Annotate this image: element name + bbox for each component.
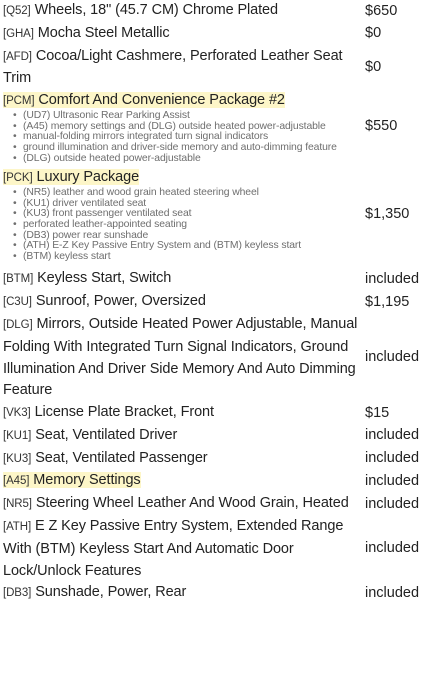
option-text: Mirrors, Outside Heated Power Adjustable, Manual Folding With Integrated Turn Signal Indicators, Ground Illumination And Driver Side Memory And Auto Dimming Feature [3, 315, 358, 399]
package-feature-item: • (DB3) power rear sunshade [23, 231, 361, 242]
option-code: [GHA] [3, 27, 34, 40]
option-code: [BTM] [3, 273, 34, 286]
option-price: included [365, 472, 420, 489]
option-price: included [365, 495, 420, 512]
option-description [3, 291, 361, 314]
option-text: Sunshade, Power, Rear [35, 584, 187, 601]
package-description [3, 90, 361, 164]
package-feature-item: • (UD7) Ultrasonic Rear Parking Assist [23, 111, 361, 122]
package-feature-item: • (A45) memory settings and (DLG) outside heated power-adjustable [23, 122, 361, 133]
option-price: included [365, 349, 420, 366]
option-description [3, 470, 361, 493]
option-description [3, 425, 361, 448]
package-feature-item: • (NR5) leather and wood grain heated steering wheel [23, 188, 361, 199]
option-text: Memory Settings [33, 472, 141, 489]
option-code: [KU3] [3, 452, 32, 465]
option-description [3, 516, 361, 582]
option-description [3, 582, 361, 605]
option-price: $1,195 [365, 293, 410, 310]
option-code: [DLG] [3, 318, 33, 331]
package-description [3, 167, 361, 262]
option-description [3, 402, 361, 425]
option-price: included [365, 427, 420, 444]
option-code: [VK3] [3, 407, 31, 420]
package-row-pcm [0, 90, 426, 164]
option-text: E Z Key Passive Entry System, Extended Range With (BTM) Keyless Start And Automatic Door Lock/Unlock Features [3, 518, 344, 579]
option-text: Cocoa/Light Cashmere, Perforated Leather Seat Trim [3, 47, 343, 87]
option-row-gha [0, 23, 426, 46]
option-row-dlg [0, 314, 426, 402]
option-row-ath [0, 516, 426, 582]
option-text: Steering Wheel Leather And Wood Grain, Heated [35, 495, 349, 512]
option-text: Seat, Ventilated Driver [35, 426, 178, 443]
package-code: [PCK] [3, 172, 33, 185]
option-text: Wheels, 18" (45.7 CM) Chrome Plated [34, 2, 278, 18]
option-text: Sunroof, Power, Oversized [35, 293, 206, 310]
package-feature-item: • (DLG) outside heated power-adjustable [23, 154, 361, 165]
option-row-c3u [0, 291, 426, 314]
option-row-q52 [0, 0, 426, 23]
option-row-afd [0, 46, 426, 91]
option-text: Keyless Start, Switch [37, 270, 172, 287]
option-code: [KU1] [3, 429, 32, 442]
package-price: $1,350 [365, 205, 410, 222]
package-title-highlight [3, 92, 285, 108]
package-feature-item: • manual-folding mirrors integrated turn signal indicators [23, 132, 361, 143]
package-feature-item: • (KU1) driver ventilated seat [23, 199, 361, 210]
option-description [3, 493, 361, 516]
option-description [3, 314, 361, 402]
option-text: License Plate Bracket, Front [34, 404, 214, 421]
package-name: Comfort And Convenience Package #2 [38, 92, 285, 109]
option-description [3, 46, 361, 91]
package-title-highlight [3, 169, 139, 185]
option-code: [Q52] [3, 5, 31, 17]
package-feature-list [3, 111, 361, 164]
option-price: $15 [365, 404, 390, 421]
option-text: Seat, Ventilated Passenger [35, 449, 208, 466]
option-code: [C3U] [3, 296, 32, 309]
option-row-a45 [0, 470, 426, 493]
option-row-btm [0, 268, 426, 291]
package-feature-item: • (BTM) keyless start [23, 252, 361, 263]
option-price: included [365, 270, 420, 287]
option-price: included [365, 450, 420, 467]
option-code: [NR5] [3, 498, 32, 511]
option-row-ku3 [0, 448, 426, 471]
option-price: $0 [365, 25, 382, 42]
package-title [3, 90, 361, 111]
package-name: Luxury Package [36, 169, 140, 186]
package-feature-item: • (KU3) front passenger ventilated seat [23, 209, 361, 220]
package-feature-item: • (ATH) E-Z Key Passive Entry System and (BTM) keyless start [23, 241, 361, 252]
package-code: [PCM] [3, 95, 35, 108]
package-row-pck [0, 167, 426, 262]
option-description [3, 0, 361, 23]
option-price: included [365, 584, 420, 601]
option-row-db3 [0, 582, 426, 605]
package-feature-item: • perforated leather-appointed seating [23, 220, 361, 231]
option-description [3, 23, 361, 46]
option-description [3, 448, 361, 471]
package-feature-list [3, 188, 361, 262]
option-highlight [3, 472, 141, 488]
option-price: $0 [365, 58, 382, 75]
option-row-nr5 [0, 493, 426, 516]
option-row-ku1 [0, 425, 426, 448]
option-price: $650 [365, 2, 398, 19]
option-code: [DB3] [3, 587, 32, 600]
package-feature-item: • ground illumination and driver-side memory and auto-dimming feature [23, 143, 361, 154]
option-description [3, 268, 361, 291]
option-price: included [365, 540, 420, 557]
option-code: [ATH] [3, 521, 32, 534]
package-price: $550 [365, 118, 398, 135]
option-code: [AFD] [3, 50, 32, 63]
option-code: [A45] [3, 475, 30, 488]
package-title [3, 167, 361, 188]
option-row-vk3 [0, 402, 426, 425]
option-text: Mocha Steel Metallic [37, 24, 170, 41]
